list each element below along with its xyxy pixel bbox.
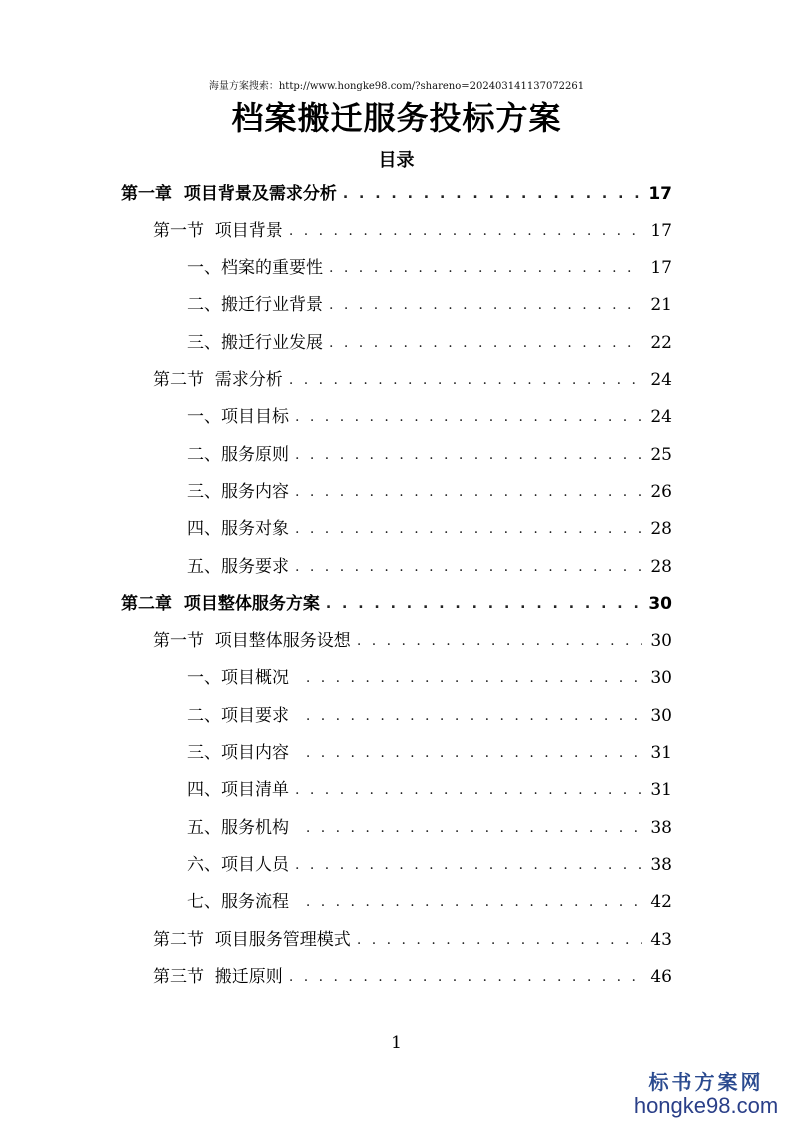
header-source-note: 海量方案搜索：http://www.hongke98.com/?shareno=2024031411370722​61	[208, 81, 585, 92]
toc-entry-page: 38	[650, 854, 672, 875]
toc-entry[interactable]	[187, 697, 672, 734]
toc-entry-title: 第一章 项目背景及需求分析	[121, 183, 337, 204]
page-number: 1	[391, 1033, 402, 1053]
toc-dot-leader	[357, 631, 642, 651]
toc-dot-leader	[343, 184, 642, 204]
toc-dot-leader	[329, 295, 642, 315]
toc-entry-page: 30	[648, 593, 672, 614]
toc-dot-leader	[329, 333, 642, 353]
toc-entry-title: 五、服务要求	[187, 556, 289, 577]
toc-entry-title: 二、搬迁行业背景	[187, 295, 323, 316]
toc-dot-leader	[295, 407, 642, 427]
toc-entry-title: 六、项目人员	[187, 854, 289, 875]
toc-entry[interactable]	[187, 399, 672, 436]
toc-entry-title: 三、搬迁行业发展	[187, 332, 323, 353]
toc-entry-page: 43	[650, 929, 672, 950]
toc-entry[interactable]	[187, 772, 672, 809]
toc-entry-page: 21	[650, 295, 672, 316]
toc-entry-title: 第三节 搬迁原则	[153, 966, 283, 987]
toc-entry[interactable]	[187, 436, 672, 473]
toc-entry-title: 第二节 需求分析	[153, 370, 283, 390]
toc-entry-page: 30	[650, 631, 672, 652]
toc-entry-title: 二、服务原则	[187, 444, 289, 465]
toc-entry[interactable]	[187, 511, 672, 548]
toc-entry[interactable]	[187, 884, 672, 921]
toc-entry-title: 一、项目概况	[187, 668, 300, 689]
toc-dot-leader	[295, 519, 642, 539]
toc-entry-title: 四、项目清单	[187, 780, 289, 801]
toc-dot-leader	[289, 967, 642, 987]
toc-dot-leader	[289, 370, 642, 390]
toc-entry-page: 22	[650, 332, 672, 353]
toc-entry-title: 四、服务对象	[187, 519, 289, 540]
toc-entry[interactable]	[187, 846, 672, 883]
toc-dot-leader	[295, 482, 642, 502]
toc-dot-leader	[295, 855, 642, 875]
toc-dot-leader	[329, 258, 642, 278]
toc-entry[interactable]	[187, 809, 672, 846]
toc-dot-leader	[295, 780, 642, 800]
toc-entry[interactable]	[187, 250, 672, 287]
toc-entry-page: 38	[650, 817, 672, 838]
toc-dot-leader	[306, 743, 642, 763]
toc-entry[interactable]	[153, 921, 672, 958]
toc-dot-leader	[289, 221, 642, 241]
toc-entry[interactable]	[121, 585, 672, 622]
toc-entry[interactable]	[187, 287, 672, 324]
toc-entry-title: 五、服务机构	[187, 817, 300, 838]
toc-dot-leader	[306, 668, 642, 688]
toc-entry-page: 30	[650, 705, 672, 726]
toc-entry-page: 24	[650, 407, 672, 428]
toc-entry-page: 24	[650, 370, 672, 390]
toc-entry-title: 第一节 项目整体服务设想	[153, 631, 351, 652]
toc-entry-title: 第二章 项目整体服务方案	[121, 593, 320, 614]
toc-entry-page: 28	[650, 556, 672, 577]
toc-dot-leader	[295, 557, 642, 577]
toc-entry-page: 17	[648, 183, 672, 204]
toc-entry[interactable]	[187, 548, 672, 585]
toc-entry[interactable]	[153, 958, 672, 995]
toc-entry-page: 31	[650, 780, 672, 801]
toc-entry[interactable]	[187, 735, 672, 772]
toc-dot-leader	[326, 594, 642, 614]
toc-entry-title: 一、项目目标	[187, 407, 289, 428]
toc-entry-title: 二、项目要求	[187, 705, 300, 726]
toc-entry-title: 第一节 项目背景	[153, 220, 283, 241]
toc-entry-page: 17	[650, 258, 672, 279]
toc-entry-title: 七、服务流程	[187, 892, 300, 913]
toc-entry-page: 42	[650, 892, 672, 913]
toc-entry-title: 三、项目内容	[187, 743, 300, 763]
toc-entry[interactable]	[153, 212, 672, 249]
toc-entry-page: 30	[650, 668, 672, 689]
toc-dot-leader	[306, 892, 642, 912]
toc-entry-page: 46	[650, 966, 672, 987]
document-title: 档案搬迁服务投标方案	[231, 99, 562, 137]
toc-entry-page: 25	[650, 444, 672, 465]
toc-heading: 目录	[378, 150, 415, 171]
toc-dot-leader	[306, 706, 642, 726]
toc-entry-title: 一、档案的重要性	[187, 258, 323, 279]
toc-entry[interactable]	[121, 175, 672, 212]
toc-entry[interactable]	[153, 362, 672, 399]
toc-entry-title: 三、服务内容	[187, 481, 289, 502]
toc-entry-page: 26	[650, 481, 672, 502]
toc-dot-leader	[357, 930, 642, 950]
toc-entry-page: 31	[650, 743, 672, 763]
watermark-url: hongke98.com	[633, 1093, 779, 1118]
toc-entry-page: 17	[650, 220, 672, 241]
toc-entry[interactable]	[187, 473, 672, 510]
toc-dot-leader	[306, 818, 642, 838]
toc-entry[interactable]	[153, 623, 672, 660]
toc-dot-leader	[295, 445, 642, 465]
site-watermark-logo	[631, 1066, 781, 1119]
toc-entry-title: 第二节 项目服务管理模式	[153, 929, 351, 950]
toc-entry[interactable]	[187, 324, 672, 361]
watermark-site-name: 标书方案网	[648, 1070, 764, 1094]
toc-entry[interactable]	[187, 660, 672, 697]
toc-entry-page: 28	[650, 519, 672, 540]
